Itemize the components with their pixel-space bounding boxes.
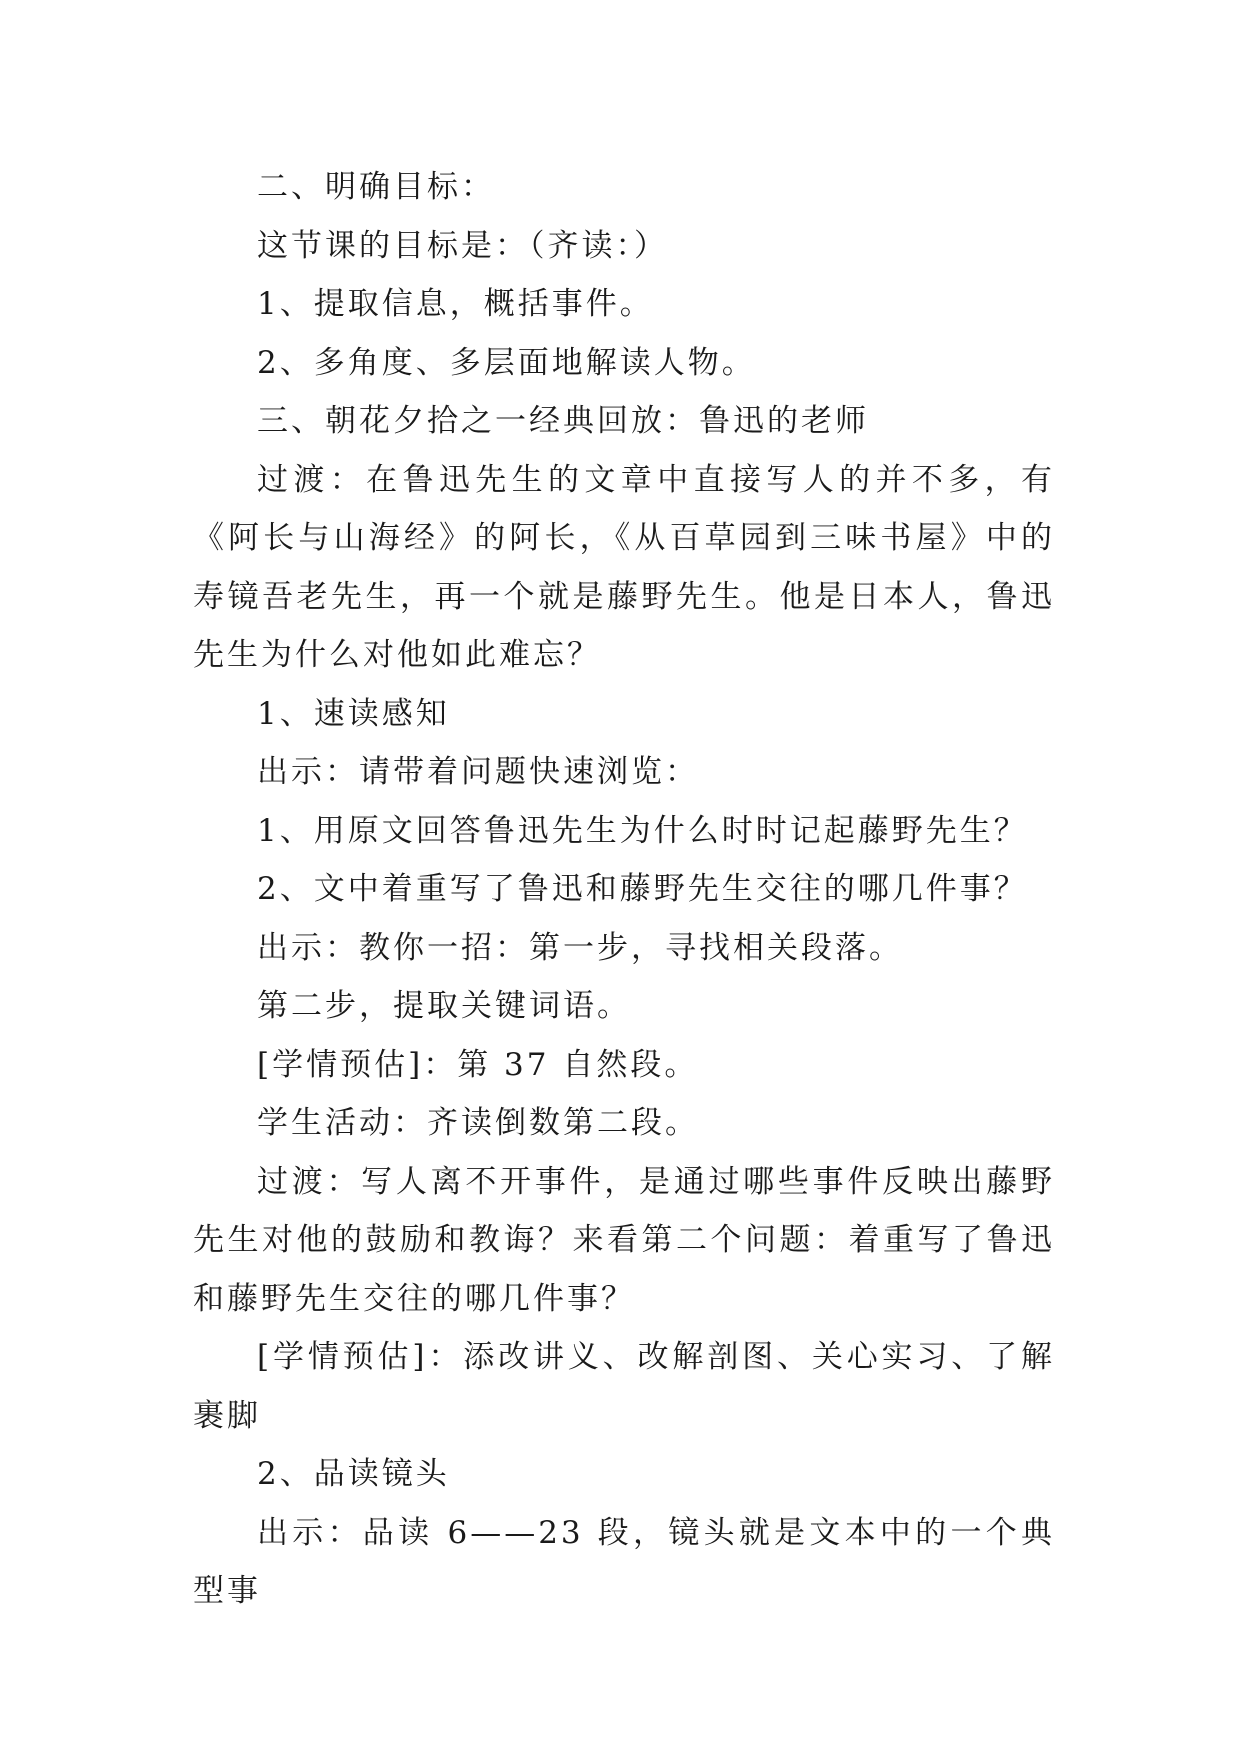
learning-estimate-2: [学情预估]：添改讲义、改解剖图、关心实习、了解裹脚 — [193, 1339, 1055, 1434]
student-activity: 学生活动：齐读倒数第二段。 — [257, 1105, 699, 1141]
question-1: 1、用原文回答鲁迅先生为什么时时记起藤野先生？ — [257, 812, 1028, 849]
heading-classic-review: 三、朝花夕拾之一经典回放：鲁迅的老师 — [257, 403, 869, 439]
subheading-speed-reading: 1、速读感知 — [257, 695, 450, 732]
tip-step-2: 第二步，提取关键词语。 — [257, 988, 631, 1024]
subheading-close-reading: 2、品读镜头 — [257, 1456, 450, 1492]
tip-step-1: 出示：教你一招：第一步，寻找相关段落。 — [257, 929, 903, 966]
document-page — [193, 158, 1055, 1621]
goal-item-2: 2、多角度、多层面地解读人物。 — [257, 344, 756, 381]
prompt-close-reading: 出示：品读 6——23 段，镜头就是文本中的一个典型事 — [193, 1514, 1055, 1609]
goal-item-1: 1、提取信息，概括事件。 — [257, 286, 654, 322]
question-2: 2、文中着重写了鲁迅和藤野先生交往的哪几件事？ — [257, 871, 1028, 907]
goals-intro: 这节课的目标是：（齐读：） — [257, 227, 668, 264]
transition-paragraph-2: 过渡：写人离不开事件，是通过哪些事件反映出藤野先生对他的鼓励和教诲？来看第二个问题：着重写了鲁迅和藤野先生交往的哪几件事？ — [193, 1163, 1055, 1317]
heading-clarify-goals: 二、明确目标： — [257, 169, 495, 205]
learning-estimate-1: [学情预估]：第 37 自然段。 — [257, 1046, 699, 1083]
transition-paragraph-1: 过渡：在鲁迅先生的文章中直接写人的并不多，有《阿长与山海经》的阿长，《从百草园到三味书屋》中的寿镜吾老先生，再一个就是藤野先生。他是日本人，鲁迅先生为什么对他如此难忘？ — [193, 461, 1055, 673]
prompt-browse: 出示：请带着问题快速浏览： — [257, 754, 699, 790]
